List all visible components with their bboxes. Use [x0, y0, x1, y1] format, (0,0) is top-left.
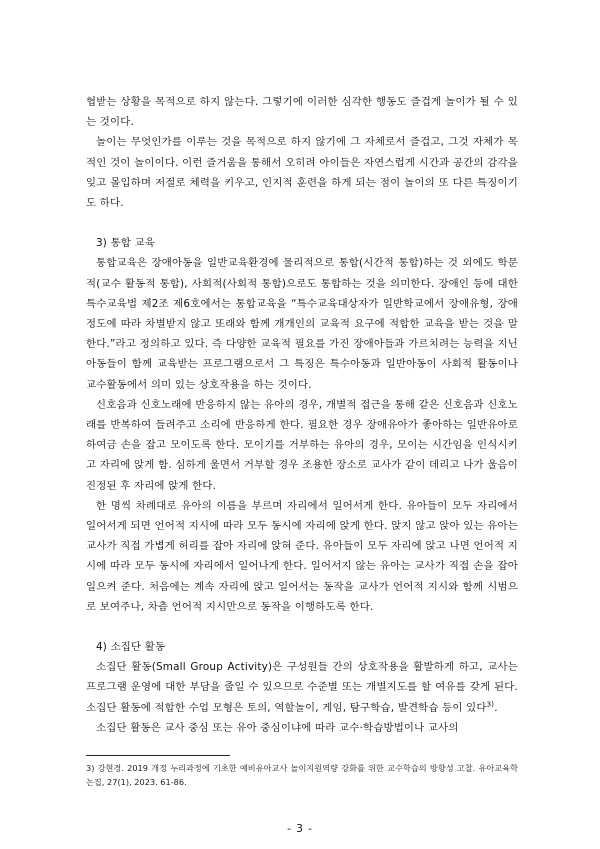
footnote-reference[interactable]: 3): [486, 700, 495, 709]
footnote-divider: [86, 755, 230, 756]
paragraph-3: 통합교육은 장애아동을 일반교육환경에 물리적으로 통합(시간적 통합)하는 것 외에도 학문적(교수 활동적 통합), 사회적(사회적 통합)으로도 통합하는 것을 의미한다. 장애인 등에 대한 특수교육법 제2조 제6호에서는 통합교육을 “특수교육대상자가 일반학교에서 장애유형, 장애정도에 따라 차별받지 않고 또래와 함께 개개인의 교육적 요구에 적합한 교육을 받는 것을 말한다.”라고 정의하고 있다. 즉 다양한 교육적 필요를 가진 장애아들과 가르치려는 능력을 지닌 아동들이 함께 교육받는 프로그램으로서 그 특징은 특수아동과 일반아동이 사회적 활동이나 교수활동에서 의미 있는 상호작용을 하는 것이다.: [86, 257, 518, 391]
paragraph-1: 협받는 상황을 목적으로 하지 않는다. 그렇기에 이러한 심각한 행동도 즐겁게 놀이가 될 수 있는 것이다.: [86, 96, 518, 129]
section-heading-4: [86, 637, 518, 657]
section-heading-3-text: 3) 통합 교육: [96, 237, 156, 250]
paragraph-4: 신호음과 신호노래에 반응하지 않는 유아의 경우, 개별적 접근을 통해 같은 신호음과 신호노래를 반복하여 들려주고 소리에 반응하게 한다. 필요한 경우 장애유아가 좋아하는 일반유아로 하여금 손을 잡고 모이도록 한다. 모이기를 거부하는 유아의 경우, 모이는 시간임을 인식시키고 자리에 앉게 함. 심하게 울면서 거부할 경우 조용한 장소로 교사가 같이 데리고 나가 울음이 진정된 후 자리에 앉게 한다.: [86, 398, 518, 492]
paragraph-5: 한 명씩 차례대로 유아의 이름을 부르며 자리에서 일어서게 한다. 유아들이 모두 자리에서 일어서게 되면 언어적 지시에 따라 모두 동시에 자리에 앉게 한다. 앉지 않고 앉아 있는 유아는 교사가 직접 가볍게 허리를 잡아 자리에 앉혀 준다. 유아들이 모두 자리에 앉고 나면 언어적 지시에 따라 모두 동시에 자리에서 일어나게 한다. 일어서지 않는 유아는 교사가 직접 손을 잡아 일으켜 준다. 처음에는 계속 자리에 앉고 일어서는 동작을 교사가 언어적 지시와 함께 시범으로 보여주나, 차츰 언어적 지시만으로 동작을 이행하도록 한다.: [86, 499, 518, 613]
section-heading-3: [86, 233, 518, 253]
paragraph-2: 놀이는 무엇인가를 이루는 것을 목적으로 하지 않기에 그 자체로서 즐겁고, 그것 자체가 목적인 것이 놀이이다. 이런 즐거움을 통해서 오히려 아이들은 자연스럽게 시간과 공간의 감각을 잊고 몰입하며 저절로 체력을 키우고, 인지적 훈련을 하게 되는 점이 놀이의 또 다른 특징이기도 하다.: [86, 136, 518, 210]
paragraph-7: 소집단 활동은 교사 중심 또는 유아 중심이냐에 따라 교수·학습방법이나 교사의: [96, 721, 459, 734]
section-heading-4-text: 4) 소집단 활동: [96, 641, 166, 654]
footnote: 3) 강현경. 2019 개정 누리과정에 기초한 예비유아교사 놀이지원역량 강화를 위한 교수학습의 방향성 고찰. 유아교육학논집, 27(1), 2023. 61-86.: [86, 763, 518, 787]
paragraph-6: 소집단 활동(Small Group Activity)은 구성원들 간의 상호작용을 활발하게 하고, 교사는 프로그램 운영에 대한 부담을 줄일 수 있으므로 수준별 또는 개별지도를 할 여유를 갖게 된다. 소집단 활동에 적합한 수업 모형은 토의, 역할놀이, 게임, 탐구학습, 발견학습 등이 있다$^{3)}$.: [86, 661, 518, 714]
page-number: - 3 -: [287, 823, 313, 835]
paragraph-6-text: 소집단 활동(Small Group Activity)은 구성원들 간의 상호작용을 활발하게 하고, 교사는 프로그램 운영에 대한 부담을 줄일 수 있으므로 수준별 또는 개별지도를 할 여유를 갖게 된다. 소집단 활동에 적합한 수업 모형은 토의, 역할놀이, 게임, 탐구학습, 발견학습 등이 있다: [86, 661, 518, 714]
body-text: [86, 92, 518, 738]
